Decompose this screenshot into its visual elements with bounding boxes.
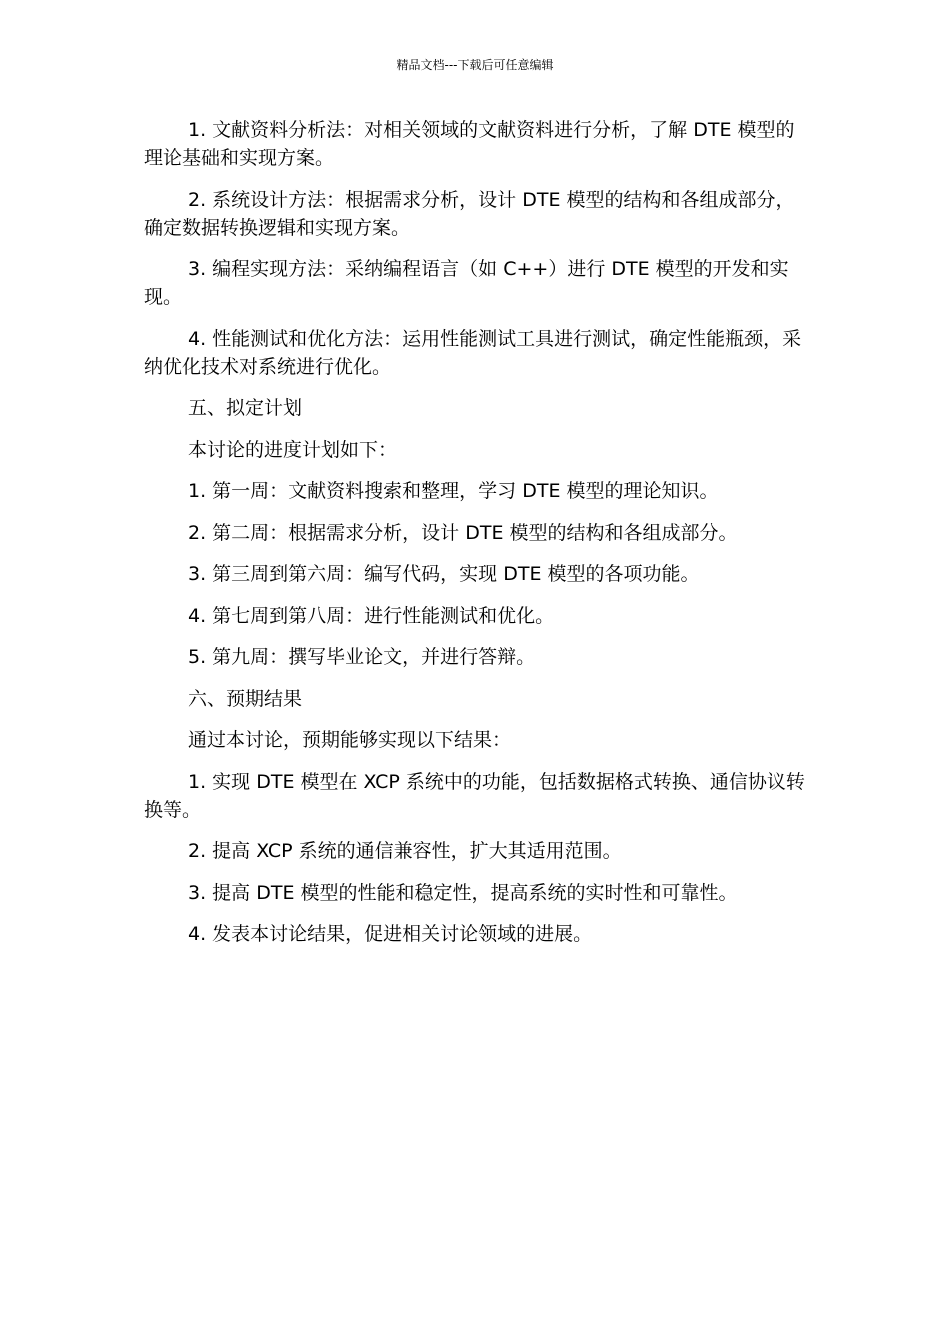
method-item-1: 1. 文献资料分析法：对相关领域的文献资料进行分析，了解 DTE 模型的理论基础和实现方案。 (144, 119, 795, 169)
plan-item-2: 2. 第二周：根据需求分析，设计 DTE 模型的结构和各组成部分。 (188, 521, 738, 544)
section-heading-plan: 五、拟定计划 (188, 397, 303, 419)
method-item-2: 2. 系统设计方法：根据需求分析，设计 DTE 模型的结构和各组成部分，确定数据转换逻辑和实现方案。 (144, 188, 795, 239)
plan-item-5: 5. 第九周：撰写毕业论文，并进行答辩。 (188, 646, 536, 668)
result-item-3: 3. 提高 DTE 模型的性能和稳定性，提高系统的实时性和可靠性。 (188, 881, 738, 904)
results-intro: 通过本讨论，预期能够实现以下结果： (188, 729, 512, 751)
method-item-4: 4. 性能测试和优化方法：运用性能测试工具进行测试，确定性能瓶颈，采纳优化技术对系统进行优化。 (144, 327, 802, 378)
plan-item-1: 1. 第一周：文献资料搜索和整理，学习 DTE 模型的理论知识。 (188, 480, 719, 502)
plan-intro: 本讨论的进度计划如下： (188, 438, 398, 461)
section-heading-results: 六、预期结果 (188, 687, 303, 710)
result-item-4: 4. 发表本讨论结果，促进相关讨论领域的进展。 (188, 923, 593, 945)
plan-item-3: 3. 第三周到第六周：编写代码，实现 DTE 模型的各项功能。 (188, 563, 700, 585)
plan-item-4: 4. 第七周到第八周：进行性能测试和优化。 (188, 604, 555, 627)
page-header: 精品文档---下载后可任意编辑 (396, 58, 554, 72)
result-item-2: 2. 提高 XCP 系统的通信兼容性，扩大其适用范围。 (188, 840, 622, 862)
method-item-3: 3. 编程实现方法：采纳编程语言（如 C++）进行 DTE 模型的开发和实现。 (144, 258, 789, 308)
document-body (144, 116, 808, 962)
result-item-1: 1. 实现 DTE 模型在 XCP 系统中的功能，包括数据格式转换、通信协议转换等。 (144, 770, 805, 821)
